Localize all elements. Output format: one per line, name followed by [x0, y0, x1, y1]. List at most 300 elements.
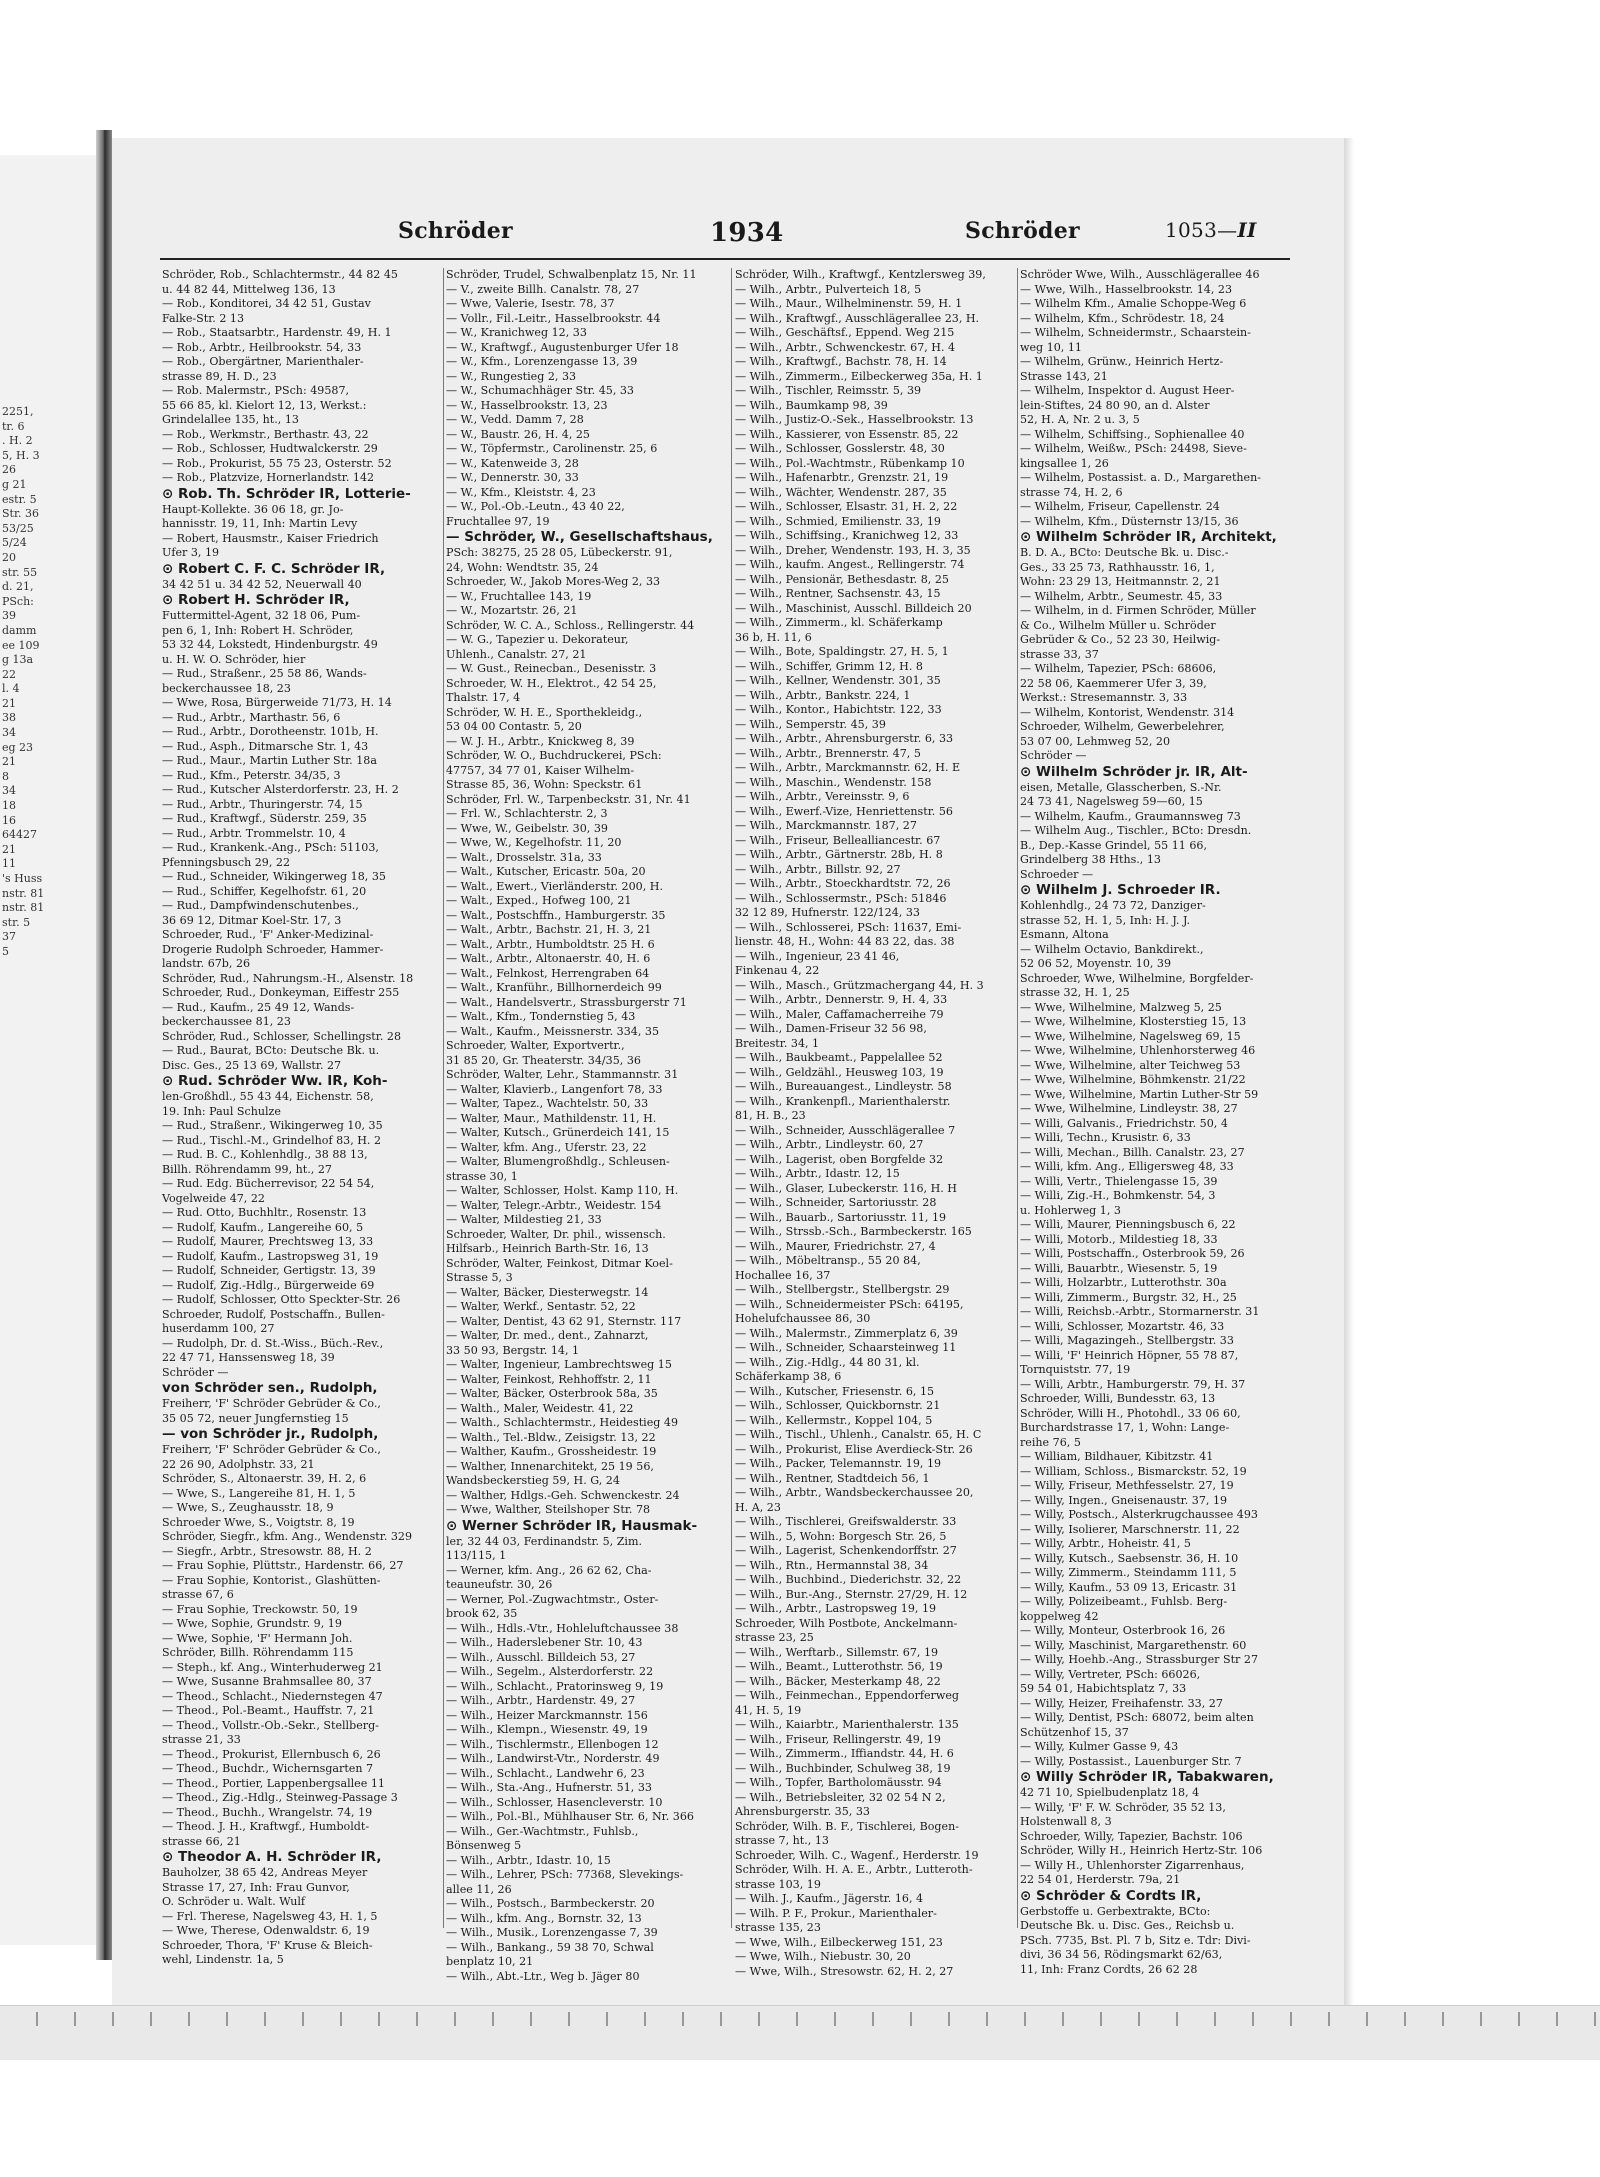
directory-entry-line: — Wilh., Klempn., Wiesenstr. 49, 19	[446, 1723, 648, 1736]
adjacent-page-line: str. 5	[2, 915, 31, 929]
directory-entry-line: Fruchtallee 97, 19	[446, 514, 550, 528]
directory-entry-line: — Willi, Zig.-H., Bohmkenstr. 54, 3	[1020, 1189, 1216, 1202]
directory-entry-line: — Wilhelm, Tapezier, PSch: 68606,	[1020, 662, 1217, 675]
directory-entry-line: — Willy, Monteur, Osterbrook 16, 26	[1020, 1624, 1226, 1637]
firm-entry-heading: ⊙ Schröder & Cordts IR,	[1020, 1887, 1202, 1904]
directory-entry-line: — Wwe, Rosa, Bürgerweide 71/73, H. 14	[162, 696, 392, 709]
directory-entry-line: Vogelweide 47, 22	[162, 1191, 265, 1205]
directory-entry-line: — Wilh., Rtn., Hermannstal 38, 34	[735, 1558, 929, 1572]
directory-entry-line: — Rob., Staatsarbtr., Hardenstr. 49, H. 1	[162, 326, 392, 339]
directory-entry-line: — Rud., Kutscher Alsterdorferstr. 23, H. 2	[162, 783, 399, 796]
directory-entry-line: strasse 66, 21	[162, 1834, 241, 1848]
directory-entry-line: 53 04 00 Contastr. 5, 20	[446, 720, 582, 733]
directory-entry-line: — Wilh., Semperstr. 45, 39	[735, 717, 886, 731]
directory-entry-line: — Wilh., Maurer, Friedrichstr. 27, 4	[735, 1239, 936, 1253]
directory-entry-line: — William, Bildhauer, Kibitzstr. 41	[1020, 1450, 1214, 1463]
directory-entry-line: — Walther, Innenarchitekt, 25 19 56,	[446, 1459, 654, 1473]
directory-entry-line: — Wilh., Schlosserei, PSch: 11637, Emi-	[735, 920, 962, 934]
directory-entry-line: 113/115, 1	[446, 1549, 507, 1562]
directory-entry-line: — Theod., Schlacht., Niedernstegen 47	[162, 1689, 383, 1703]
page-header	[280, 218, 1290, 262]
directory-entry-line: — Wwe, Wilh., Eilbeckerweg 151, 23	[735, 1935, 943, 1949]
directory-entry-line: Ufer 3, 19	[162, 546, 220, 559]
directory-entry-line: 22 58 06, Kaemmerer Ufer 3, 39,	[1020, 676, 1207, 690]
directory-entry-line: — Wilh., Hdls.-Vtr., Hohleluftchaussee 38	[446, 1621, 679, 1635]
adjacent-page-line: PSch:	[2, 594, 34, 608]
directory-entry-line: Werkst.: Stresemannstr. 3, 33	[1020, 691, 1188, 704]
directory-entry-line: Hilfsarb., Heinrich Barth-Str. 16, 13	[446, 1242, 649, 1255]
directory-entry-line: PSch. 7735, Bst. Pl. 7 b, Sitz e. Tdr: Divi-	[1020, 1933, 1251, 1947]
adjacent-page-line: 37	[2, 930, 16, 944]
directory-entry-line: — Wilh., Arbtr., Gärtnerstr. 28b, H. 8	[735, 848, 943, 861]
directory-entry-line: — Wwe, Wilhelmine, Nagelsweg 69, 15	[1020, 1029, 1241, 1043]
directory-entry-line: — Rob., Obergärtner, Marienthaler-	[162, 355, 364, 368]
directory-entry-line: 41, H. 5, 19	[735, 1703, 802, 1717]
directory-entry-line: 53 07 00, Lehmweg 52, 20	[1020, 734, 1171, 748]
directory-entry-line: — Wilh., Tischl., Uhlenh., Canalstr. 65, H. C	[735, 1428, 982, 1441]
directory-entry-line: — Wilh., Bureauangest., Lindleystr. 58	[735, 1080, 952, 1093]
directory-entry-line: 52, H. A, Nr. 2 u. 3, 5	[1020, 413, 1140, 426]
directory-entry-line: — Willy, Dentist, PSch: 68072, beim alten	[1020, 1711, 1254, 1724]
directory-entry-line: — W. J. H., Arbtr., Knickweg 8, 39	[446, 734, 635, 748]
directory-entry-line: — Willi, Techn., Krusistr. 6, 33	[1020, 1131, 1191, 1144]
directory-entry-line: — Wilhelm, Inspektor d. August Heer-	[1020, 384, 1235, 397]
directory-entry-line: — Willy, Heizer, Freihafenstr. 33, 27	[1020, 1696, 1223, 1710]
directory-entry-line: — Wilh., Möbeltransp., 55 20 84,	[735, 1254, 921, 1267]
adjacent-page-line: 39	[2, 609, 16, 623]
directory-entry-line: — Walth., Schlachtermstr., Heidestieg 49	[446, 1416, 679, 1429]
directory-entry-line: — Rud., Arbtr. Trommelstr. 10, 4	[162, 826, 346, 840]
directory-entry-line: — Wilh., Krankenpfl., Marienthalerstr.	[735, 1094, 951, 1108]
directory-entry-line: — Willi, Magazingeh., Stellbergstr. 33	[1020, 1334, 1234, 1347]
directory-entry-line: — Wilhelm, Kfm., Düsternstr 13/15, 36	[1020, 514, 1239, 528]
directory-entry-line: Schroeder, Wwe, Wilhelmine, Borgfelder-	[1020, 971, 1254, 985]
directory-entry-line: — Wilh., Schlacht., Landwehr 6, 23	[446, 1766, 645, 1780]
directory-entry-line: — Wwe, Sophie, Grundstr. 9, 19	[162, 1617, 342, 1630]
directory-entry-line: — Rud. Otto, Buchhltr., Rosenstr. 13	[162, 1206, 367, 1219]
directory-entry-line: — Wilh., Hafenarbtr., Grenzstr. 21, 19	[735, 471, 949, 484]
directory-entry-line: — Wilh., Kellermstr., Koppel 104, 5	[735, 1413, 933, 1427]
directory-entry-line: — Rob., Prokurist, 55 75 23, Osterstr. 52	[162, 456, 392, 470]
directory-entry-line: — Walther, Kaufm., Grossheidestr. 19	[446, 1445, 657, 1458]
directory-entry-line: — Rud. Edg. Bücherrevisor, 22 54 54,	[162, 1177, 375, 1190]
directory-entry-line: — Wilh., Pol.-Bl., Mühlhauser Str. 6, Nr. 366	[446, 1810, 694, 1823]
directory-entry-line: — W., Vedd. Damm 7, 28	[446, 413, 584, 426]
directory-entry-line: — Wilh., Arbtr., Schwenckestr. 67, H. 4	[735, 340, 956, 354]
directory-entry-line: B., Dep.-Kasse Grindel, 55 11 66,	[1020, 838, 1208, 852]
adjacent-page-line: nstr. 81	[2, 886, 45, 900]
directory-entry-line: — Walt., Kfm., Tondernstieg 5, 43	[446, 1010, 636, 1023]
directory-entry-line: — Wilh., Maler, Caffamacherreihe 79	[735, 1007, 944, 1021]
directory-entry-line: Schäferkamp 38, 6	[735, 1370, 842, 1383]
directory-entry-line: — W., Kranichweg 12, 33	[446, 326, 587, 339]
adjacent-page-line: g 21	[2, 477, 27, 491]
directory-entry-line: strasse 33, 37	[1020, 647, 1099, 661]
firm-entry-heading: ⊙ Robert H. Schröder IR,	[162, 592, 350, 608]
directory-entry-line: — Wilh., Damen-Friseur 32 56 98,	[735, 1022, 927, 1035]
directory-entry-line: — Wilh., Ger.-Wachtmstr., Fuhlsb.,	[446, 1824, 639, 1838]
directory-entry-line: Finkenau 4, 22	[735, 964, 820, 977]
directory-entry-line: Schröder, Wilh. B. F., Tischlerei, Bogen-	[735, 1819, 959, 1833]
directory-entry-line: — Wwe, Wilhelmine, Martin Luther-Str 59	[1020, 1087, 1259, 1101]
directory-entry-line: Hochallee 16, 37	[735, 1268, 831, 1282]
directory-entry-line: — Walt., Kaufm., Meissnerstr. 334, 35	[446, 1024, 660, 1038]
directory-entry-line: — Willy, Vertreter, PSch: 66026,	[1020, 1667, 1201, 1681]
directory-entry-line: — Rud. B. C., Kohlenhdlg., 38 88 13,	[162, 1148, 368, 1161]
directory-entry-line: — Wilh., Arbtr., Lindleystr. 60, 27	[735, 1138, 924, 1151]
directory-entry-line: — Wilh., Arbtr., Hardenstr. 49, 27	[446, 1694, 636, 1707]
directory-entry-line: Schroeder, Wilh. C., Wagenf., Herderstr. 19	[735, 1848, 979, 1862]
directory-entry-line: — Wilh., Lehrer, PSch: 77368, Slevekings-	[446, 1868, 684, 1881]
directory-entry-line: — Wilh., Schneider, Schaarsteinweg 11	[735, 1341, 957, 1354]
directory-entry-line: — Theod., Prokurist, Ellernbusch 6, 26	[162, 1747, 381, 1761]
directory-entry-line: — Wilh., Wächter, Wendenstr. 287, 35	[735, 485, 947, 499]
directory-entry-line: — Wilh., Beamt., Lutterothstr. 56, 19	[735, 1660, 943, 1673]
adjacent-page-line: 16	[2, 813, 16, 827]
directory-entry-line: — Willy, Kutsch., Saebsenstr. 36, H. 10	[1020, 1551, 1239, 1565]
directory-entry-line: — Wilh., Zimmerm., Iffiandstr. 44, H. 6	[735, 1747, 954, 1760]
directory-entry-line: — Walt., Arbtr., Bachstr. 21, H. 3, 21	[446, 923, 652, 936]
directory-entry-line: 22 47 71, Hanssensweg 18, 39	[162, 1351, 335, 1364]
directory-entry-line: len-Großhdl., 55 43 44, Eichenstr. 58,	[162, 1090, 374, 1103]
directory-entry-line: u. H. W. O. Schröder, hier	[162, 652, 306, 666]
directory-entry-line: — Wilhelm, Grünw., Heinrich Hertz-	[1020, 355, 1224, 368]
directory-entry-line: — Willi, Zimmerm., Burgstr. 32, H., 25	[1020, 1290, 1237, 1304]
directory-entry-line: Schroeder, Willy, Tapezier, Bachstr. 106	[1020, 1829, 1243, 1843]
firm-entry-heading: ⊙ Wilhelm Schröder jr. IR, Alt-	[1020, 763, 1248, 780]
directory-entry-line: — Wilh., Kontor., Habichtstr. 122, 33	[735, 703, 942, 716]
directory-entry-line: 59 54 01, Habichtsplatz 7, 33	[1020, 1682, 1187, 1695]
directory-entry-line: — Rud., Krankenk.-Ang., PSch: 51103,	[162, 841, 379, 854]
directory-entry-line: — Willy, Polizeibeamt., Fuhlsb. Berg-	[1020, 1595, 1228, 1608]
directory-entry-line: Ahrensburgerstr. 35, 33	[735, 1805, 870, 1818]
directory-entry-line: — Wwe, Wilhelmine, Klosterstieg 15, 13	[1020, 1015, 1247, 1028]
directory-entry-line: — Theod., Buchdr., Wichernsgarten 7	[162, 1762, 374, 1775]
directory-entry-line: 32 12 89, Hufnerstr. 122/124, 33	[735, 906, 920, 919]
directory-entry-line: huserdamm 100, 27	[162, 1322, 275, 1335]
directory-entry-line: 55 66 85, kl. Kielort 12, 13, Werkst.:	[162, 398, 367, 412]
firm-entry-heading: — Schröder, W., Gesellschaftshaus,	[446, 529, 713, 545]
directory-entry-line: — Rudolph, Dr. d. St.-Wiss., Büch.-Rev.,	[162, 1336, 384, 1350]
directory-entry-line: Schröder, Walter, Lehr., Stammannstr. 31	[446, 1068, 679, 1081]
directory-entry-line: 36 b, H. 11, 6	[735, 630, 812, 644]
directory-entry-line: Schroeder —	[1020, 867, 1094, 881]
directory-entry-line: allee 11, 26	[446, 1882, 512, 1896]
directory-entry-line: — W. Gust., Reinecban., Desenisstr. 3	[446, 662, 657, 675]
directory-entry-line: 24 73 41, Nagelsweg 59—60, 15	[1020, 795, 1203, 808]
directory-entry-line: 81, H. B., 23	[735, 1109, 806, 1122]
directory-entry-line: — Willy, Hoehb.-Ang., Strassburger Str 27	[1020, 1653, 1259, 1666]
directory-entry-line: — Walther, Hdlgs.-Geh. Schwenckestr. 24	[446, 1488, 680, 1502]
directory-entry-line: strasse 32, H. 1, 25	[1020, 986, 1130, 999]
directory-entry-line: — Wilh., Heizer Marckmannstr. 156	[446, 1708, 648, 1722]
adjacent-page-line: d. 21,	[2, 580, 34, 594]
directory-entry-line: 22 26 90, Adolphstr. 33, 21	[162, 1457, 315, 1471]
directory-entry-line: — W., Dennerstr. 30, 33	[446, 471, 579, 484]
directory-entry-line: — Willy, Arbtr., Hoheistr. 41, 5	[1020, 1537, 1191, 1550]
directory-entry-line: — Willi, Galvanis., Friedrichstr. 50, 4	[1020, 1116, 1228, 1130]
directory-entry-line: — Willi, Maurer, Pienningsbusch 6, 22	[1020, 1218, 1236, 1231]
directory-entry-line: — Rud., Baurat, BCto: Deutsche Bk. u.	[162, 1044, 380, 1057]
directory-entry-line: — Willy, Ingen., Gneisenaustr. 37, 19	[1020, 1493, 1228, 1507]
directory-entry-line: — Wilh., Arbtr., Lastropsweg 19, 19	[735, 1602, 937, 1615]
adjacent-page-line: 26	[2, 463, 16, 477]
directory-entry-line: Holstenwall 8, 3	[1020, 1815, 1112, 1828]
directory-entry-line: — W. G., Tapezier u. Dekorateur,	[446, 633, 629, 646]
directory-entry-line: — Theod., Zig.-Hdlg., Steinweg-Passage 3	[162, 1791, 398, 1804]
directory-entry-line: — Rud., Asph., Ditmarsche Str. 1, 43	[162, 739, 369, 753]
directory-entry-line: 52 06 52, Moyenstr. 10, 39	[1020, 957, 1172, 970]
directory-entry-line: — Wilh., Arbtr., Vereinsstr. 9, 6	[735, 790, 910, 803]
adjacent-page-line: Str. 36	[2, 507, 39, 521]
directory-entry-line: Schroeder, Walter, Exportvertr.,	[446, 1039, 625, 1052]
directory-entry-line: Schroeder, Rudolf, Postschaffn., Bullen-	[162, 1307, 385, 1321]
directory-entry-line: — Wilh., Werftarb., Sillemstr. 67, 19	[735, 1645, 939, 1659]
directory-entry-line: — Wwe, W., Geibelstr. 30, 39	[446, 821, 608, 835]
directory-entry-line: — Wilh., Zimmerm., kl. Schäferkamp	[735, 616, 943, 629]
directory-entry-line: — Wilh., Haderslebener Str. 10, 43	[446, 1636, 643, 1649]
directory-entry-line: Uhlenh., Canalstr. 27, 21	[446, 647, 587, 661]
adjacent-page-line: 21	[2, 696, 16, 710]
directory-entry-line: — Walter, Werkf., Sentastr. 52, 22	[446, 1300, 636, 1313]
directory-entry-line: strasse 103, 19	[735, 1877, 821, 1891]
directory-entry-line: Strasse 85, 36, Wohn: Speckstr. 61	[446, 778, 643, 791]
directory-entry-line: — Siegfr., Arbtr., Stresowstr. 88, H. 2	[162, 1544, 372, 1558]
firm-entry-heading: ⊙ Rob. Th. Schröder IR, Lotterie-	[162, 485, 411, 502]
directory-entry-line: — Wilh., Masch., Grützmachergang 44, H. 3	[735, 978, 984, 992]
directory-entry-line: — Willi, Bauarbtr., Wiesenstr. 5, 19	[1020, 1261, 1218, 1275]
directory-entry-line: Breitestr. 34, 1	[735, 1036, 820, 1050]
directory-entry-line: — Willy, Isolierer, Marschnerstr. 11, 22	[1020, 1522, 1240, 1536]
directory-entry-line: — Frl. W., Schlachterstr. 2, 3	[446, 807, 608, 820]
adjacent-page-line: 5/24	[2, 536, 27, 550]
directory-entry-line: — Rud., Dampfwindenschutenbes.,	[162, 899, 359, 912]
directory-entry-line: — Wilh., Lagerist, Schenkendorffstr. 27	[735, 1544, 957, 1557]
adjacent-page-line: 18	[2, 799, 16, 813]
directory-entry-line: Schroeder, Wilh Postbote, Anckelmann-	[735, 1616, 958, 1630]
directory-entry-line: — W., Kfm., Kleiststr. 4, 23	[446, 485, 596, 499]
directory-entry-line: hannisstr. 19, 11, Inh: Martin Levy	[162, 517, 358, 530]
directory-entry-line: Schröder —	[162, 1365, 229, 1379]
directory-entry-line: Schröder —	[1020, 749, 1087, 762]
directory-entry-line: Schröder, Willi H., Photohdl., 33 06 60,	[1020, 1406, 1241, 1420]
directory-entry-line: — Rud., Kraftwgf., Süderstr. 259, 35	[162, 812, 367, 825]
directory-entry-line: — Wilh., Ingenieur, 23 41 46,	[735, 949, 900, 963]
adjacent-page-line: 11	[2, 857, 16, 871]
directory-entry-line: Schröder, Wilh., Kraftwgf., Kentzlersweg 39,	[735, 268, 986, 281]
directory-entry-line: — Theod., Buchh., Wrangelstr. 74, 19	[162, 1805, 373, 1819]
directory-entry-line: — Theod., Pol.-Beamt., Hauffstr. 7, 21	[162, 1704, 375, 1717]
directory-entry-line: — W., Rungestieg 2, 33	[446, 369, 577, 383]
directory-entry-line: — Willy, Friseur, Methfesselstr. 27, 19	[1020, 1479, 1234, 1492]
directory-entry-line: — Wilh., Kutscher, Friesenstr. 6, 15	[735, 1384, 935, 1398]
directory-entry-line: — Walter, Bäcker, Diesterwegstr. 14	[446, 1285, 649, 1299]
directory-entry-line: — Wilh., Postsch., Barmbeckerstr. 20	[446, 1897, 655, 1910]
directory-entry-line: Schröder, W. O., Buchdruckerei, PSch:	[446, 749, 662, 762]
directory-entry-line: — Walt., Kutscher, Ericastr. 50a, 20	[446, 865, 646, 878]
directory-entry-line: — Wilh., Maur., Wilhelminenstr. 59, H. 1	[735, 297, 963, 310]
directory-entry-line: — Walt., Ewert., Vierländerstr. 200, H.	[446, 879, 663, 893]
directory-entry-line: Schröder, Rob., Schlachtermstr., 44 82 45	[162, 268, 398, 281]
directory-entry-line: — Theod., Portier, Lappenbergsallee 11	[162, 1776, 385, 1790]
directory-entry-line: — Rudolf, Schlosser, Otto Speckter-Str. 26	[162, 1293, 401, 1306]
column-divider	[443, 268, 444, 1928]
directory-entry-line: — W., Baustr. 26, H. 4, 25	[446, 427, 590, 441]
directory-entry-line: — Willi, Postschaffn., Osterbrook 59, 26	[1020, 1247, 1245, 1260]
directory-entry-line: — Rob., Schlosser, Hudtwalckerstr. 29	[162, 442, 378, 455]
directory-entry-line: benplatz 10, 21	[446, 1955, 534, 1968]
directory-entry-line: — Wilh., Arbtr., Idastr. 12, 15	[735, 1167, 900, 1180]
directory-entry-line: Schroeder, Wilhelm, Gewerbelehrer,	[1020, 720, 1225, 733]
directory-entry-line: — Walter, Schlosser, Holst. Kamp 110, H.	[446, 1184, 679, 1197]
directory-entry-line: — Wilhelm, Arbtr., Seumestr. 45, 33	[1020, 589, 1223, 603]
directory-entry-line: Kohlenhdlg., 24 73 72, Danziger-	[1020, 899, 1206, 912]
directory-entry-line: — Wilh., Buchbind., Diederichstr. 32, 22	[735, 1573, 962, 1586]
directory-entry-line: — Wilh., Glaser, Lubeckerstr. 116, H. H	[735, 1181, 957, 1195]
directory-entry-line: — Walter, Telegr.-Arbtr., Weidestr. 154	[446, 1198, 662, 1212]
directory-entry-line: Ges., 33 25 73, Rathhausstr. 16, 1,	[1020, 560, 1215, 574]
directory-entry-line: — Walter, Bäcker, Osterbrook 58a, 35	[446, 1387, 658, 1400]
directory-entry-line: — Wilh., Schneidermeister PSch: 64195,	[735, 1297, 964, 1311]
directory-entry-line: — Wilh., Feinmechan., Eppendorferweg	[735, 1689, 960, 1702]
directory-entry-line: — Rudolf, Kaufm., Lastropsweg 31, 19	[162, 1249, 379, 1263]
directory-entry-line: — Rud., Straßenr., 25 58 86, Wands-	[162, 667, 367, 680]
directory-entry-line: — W., Mozartstr. 26, 21	[446, 604, 578, 617]
directory-entry-line: — Willy, Kaufm., 53 09 13, Ericastr. 31	[1020, 1580, 1238, 1594]
directory-entry-line: — Wilh., Schneider, Sartoriusstr. 28	[735, 1196, 937, 1209]
directory-entry-line: strasse 135, 23	[735, 1921, 821, 1934]
adjacent-page-line: 20	[2, 550, 16, 564]
firm-entry-heading: ⊙ Wilhelm Schröder IR, Architekt,	[1020, 529, 1277, 545]
directory-entry-line: — William, Schloss., Bismarckstr. 52, 19	[1020, 1464, 1247, 1478]
directory-entry-line: — Wilh., Arbtr., Wandsbeckerchaussee 20,	[735, 1486, 974, 1499]
firm-entry-heading: ⊙ Wilhelm J. Schroeder IR.	[1020, 882, 1221, 898]
directory-entry-line: — Wilh., Strssb.-Sch., Barmbeckerstr. 165	[735, 1225, 972, 1238]
directory-entry-line: — Walt., Felnkost, Herrengraben 64	[446, 966, 650, 980]
directory-entry-line: — Walth., Tel.-Bldw., Zeisigstr. 13, 22	[446, 1430, 656, 1444]
directory-entry-line: — Wilh. P. F., Prokur., Marienthaler-	[735, 1906, 937, 1920]
directory-entry-line: — Wilh., Arbtr., Stoeckhardtstr. 72, 26	[735, 877, 951, 890]
directory-entry-line: — Vollr., Fil.-Leitr., Hasselbrookstr. 44	[446, 311, 661, 325]
directory-entry-line: — W., Katenweide 3, 28	[446, 456, 579, 470]
directory-entry-line: — Rud., Maur., Martin Luther Str. 18a	[162, 754, 377, 767]
directory-entry-line: — Rud., Schiffer, Kegelhofstr. 61, 20	[162, 884, 367, 898]
directory-entry-line: — Willi, Holzarbtr., Lutterothstr. 30a	[1020, 1276, 1227, 1289]
directory-entry-line: — Wilh., Arbtr., Ahrensburgerstr. 6, 33	[735, 732, 954, 745]
directory-entry-line: — Wilh., Arbtr., Marckmannstr. 62, H. E	[735, 761, 961, 774]
directory-entry-line: Strasse 17, 27, Inh: Frau Gunvor,	[162, 1880, 350, 1894]
directory-entry-line: — Walter, Mildestieg 21, 33	[446, 1213, 602, 1226]
directory-entry-line: 35 05 72, neuer Jungfernstieg 15	[162, 1411, 349, 1425]
directory-entry-line: — Wilhelm Kfm., Amalie Schoppe-Weg 6	[1020, 297, 1247, 310]
directory-entry-line: — Rob., Werkmstr., Berthastr. 43, 22	[162, 427, 369, 441]
directory-entry-line: strasse 89, H. D., 23	[162, 369, 277, 383]
directory-entry-line: — Wilh., Arbtr., Pulverteich 18, 5	[735, 282, 922, 296]
directory-entry-line: — Wilh., Friseur, Rellingerstr. 49, 19	[735, 1732, 941, 1746]
directory-entry-line: — Rud., Kaufm., 25 49 12, Wands-	[162, 1000, 355, 1014]
directory-entry-line: — Wilh., Schlosser, Elsastr. 31, H. 2, 22	[735, 500, 958, 513]
directory-entry-line: — Wilh., Schiffer, Grimm 12, H. 8	[735, 659, 923, 673]
directory-entry-line: Futtermittel-Agent, 32 18 06, Pum-	[162, 609, 361, 622]
directory-entry-line: Strasse 143, 21	[1020, 369, 1108, 383]
adjacent-page-left	[0, 155, 110, 1945]
directory-entry-line: — Walter, Maur., Mathildenstr. 11, H.	[446, 1111, 657, 1125]
directory-entry-line: strasse 74, H. 2, 6	[1020, 485, 1123, 499]
directory-entry-line: — Wilh., Landwirst-Vtr., Norderstr. 49	[446, 1752, 660, 1765]
directory-entry-line: — Walter, Kutsch., Grünerdeich 141, 15	[446, 1126, 670, 1139]
directory-entry-line: strasse 7, ht., 13	[735, 1834, 829, 1847]
directory-entry-line: — W., Fruchtallee 143, 19	[446, 589, 592, 603]
directory-entry-line: — Wilh., Arbtr., Dennerstr. 9, H. 4, 33	[735, 993, 948, 1006]
directory-entry-line: Wandsbeckerstieg 59, H. G, 24	[446, 1474, 620, 1487]
directory-entry-line: 31 85 20, Gr. Theaterstr. 34/35, 36	[446, 1053, 641, 1067]
directory-entry-line: — Wilh., 5, Wohn: Borgesch Str. 26, 5	[735, 1529, 947, 1543]
directory-entry-line: — Wilh., Rentner, Stadtdeich 56, 1	[735, 1471, 930, 1485]
directory-entry-line: — Wilh., Bote, Spaldingstr. 27, H. 5, 1	[735, 645, 949, 658]
directory-entry-line: — Rud., Arbtr., Dorotheenstr. 101b, H.	[162, 725, 379, 738]
directory-entry-line: 53 32 44, Lokstedt, Hindenburgstr. 49	[162, 638, 378, 651]
directory-entry-line: — Rudolf, Zig.-Hdlg., Bürgerweide 69	[162, 1278, 375, 1292]
directory-entry-line: — Wilhelm, Postassist. a. D., Margarethen-	[1020, 471, 1262, 484]
directory-entry-line: Schroeder, Thora, 'F' Kruse & Bleich-	[162, 1938, 373, 1952]
column-divider	[1017, 268, 1018, 1928]
directory-entry-line: — Rud., Arbtr., Marthastr. 56, 6	[162, 710, 341, 724]
directory-entry-line: — Rudolf, Schneider, Gertigstr. 13, 39	[162, 1264, 376, 1277]
directory-entry-line: Schröder, Billh. Röhrendamm 115	[162, 1646, 354, 1659]
directory-entry-line: Esmann, Altona	[1020, 928, 1109, 941]
directory-entry-line: — Wilh., Bankang., 59 38 70, Schwal	[446, 1940, 654, 1954]
adjacent-page-line: 2251,	[2, 405, 34, 418]
scan-margin-bottom	[0, 2060, 1600, 2177]
directory-entry-line: — Wilh., Rentner, Sachsenstr. 43, 15	[735, 587, 941, 600]
directory-entry-line: — Willi, Schlosser, Mozartstr. 46, 33	[1020, 1319, 1225, 1333]
directory-entry-line: 47757, 34 77 01, Kaiser Wilhelm-	[446, 763, 635, 777]
directory-entry-line: — Wilh., Schneider, Ausschlägerallee 7	[735, 1123, 956, 1137]
directory-entry-line: Schröder, W. C. A., Schloss., Rellingerstr. 44	[446, 618, 695, 632]
adjacent-page-line: 8	[2, 769, 9, 783]
directory-entry-line: — Wilh., Musik., Lorenzengasse 7, 39	[446, 1926, 658, 1939]
directory-entry-line: landstr. 67b, 26	[162, 957, 251, 970]
directory-entry-line: — Frl. Therese, Nagelsweg 43, H. 1, 5	[162, 1909, 378, 1923]
directory-entry-line: — Wwe, Wilhelmine, Böhmkenstr. 21/22	[1020, 1073, 1246, 1086]
directory-entry-line: — Frau Sophie, Treckowstr. 50, 19	[162, 1602, 358, 1616]
adjacent-page-line: 5, H. 3	[2, 448, 40, 462]
directory-entry-line: — Rob., Konditorei, 34 42 51, Gustav	[162, 297, 371, 310]
directory-entry-line: Strasse 5, 3	[446, 1271, 513, 1284]
directory-entry-line: Schroeder Wwe, S., Voigtstr. 8, 19	[162, 1515, 355, 1529]
directory-entry-line: — Wilhelm, Kontorist, Wendenstr. 314	[1020, 705, 1235, 719]
directory-entry-line: Grindelallee 135, ht., 13	[162, 413, 299, 426]
directory-entry-line: — Frau Sophie, Plüttstr., Hardenstr. 66, 27	[162, 1559, 404, 1572]
directory-entry-line: — Wilhelm, Weißw., PSch: 24498, Sieve-	[1020, 442, 1247, 455]
directory-entry-line: Schroeder, Rud., Donkeyman, Eiffestr 255	[162, 986, 400, 999]
page-number: 1053—II	[1165, 218, 1257, 242]
directory-entry-line: Schröder, Frl. W., Tarpenbeckstr. 31, Nr. 41	[446, 792, 691, 806]
directory-entry-line: — Wwe, S., Langereihe 81, H. 1, 5	[162, 1486, 356, 1500]
directory-entry-line: — Wilh., Schmied, Emilienstr. 33, 19	[735, 514, 941, 528]
directory-entry-line: koppelweg 42	[1020, 1609, 1099, 1623]
directory-entry-line: Bauholzer, 38 65 42, Andreas Meyer	[162, 1866, 368, 1879]
directory-entry-line: — Wilh., Tischlermstr., Ellenbogen 12	[446, 1737, 659, 1751]
directory-entry-line: Schroeder, Willi, Bundesstr. 63, 13	[1020, 1392, 1216, 1405]
directory-entry-line: Tornquiststr. 77, 19	[1020, 1363, 1131, 1376]
directory-entry-line: Schroeder, Rud., 'F' Anker-Medizinal-	[162, 928, 374, 941]
directory-entry-line: strasse 30, 1	[446, 1169, 518, 1183]
directory-entry-line: — Wilh., Malermstr., Zimmerplatz 6, 39	[735, 1326, 958, 1340]
directory-entry-line: — Willi, Mechan., Billh. Canalstr. 23, 27	[1020, 1145, 1245, 1159]
directory-entry-line: Freiherr, 'F' Schröder Gebrüder & Co.,	[162, 1397, 381, 1410]
adjacent-page-line: 21	[2, 755, 16, 769]
